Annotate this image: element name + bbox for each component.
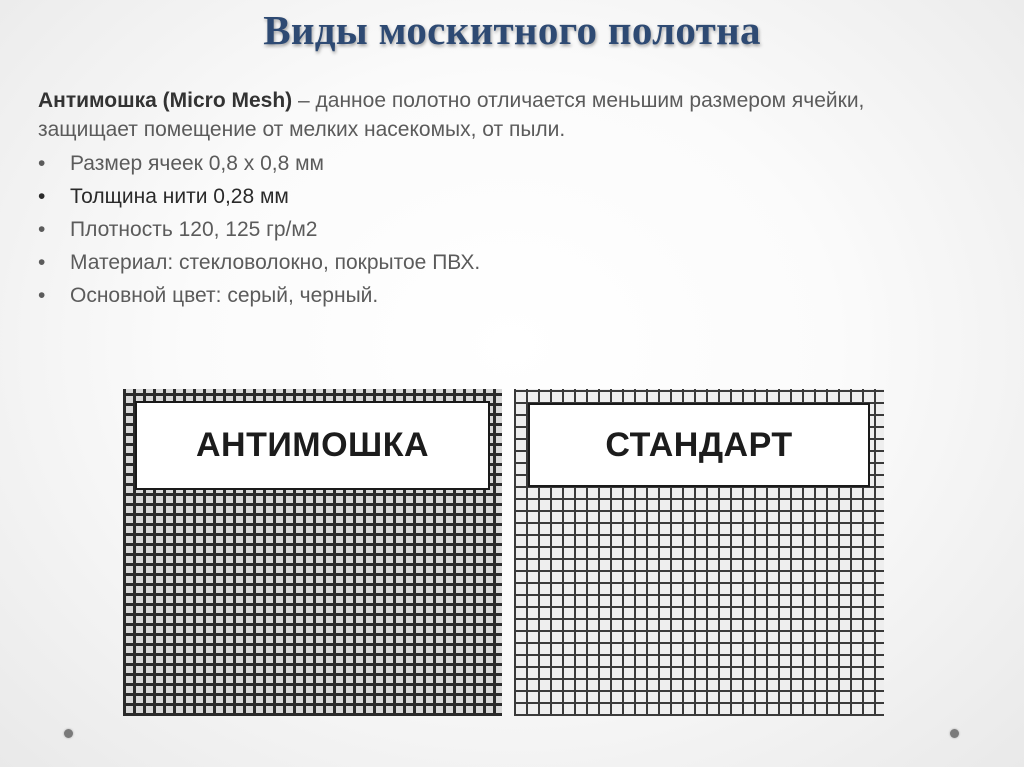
intro-paragraph [38,86,968,144]
standard-label: СТАНДАРТ [528,403,870,487]
slide-body [38,86,968,314]
spec-item-density [38,215,968,244]
bullet-icon: • [38,284,46,307]
spec-item-text: Основной цвет: серый, черный. [70,284,379,307]
spec-item-text: Материал: стекловолокно, покрытое ПВХ. [70,251,481,274]
antimoshka-label: АНТИМОШКА [135,401,490,490]
next-slide-dot-icon[interactable] [950,729,959,738]
spec-item-color [38,281,968,310]
antimoshka-mesh-image [123,389,502,716]
spec-item-text: Размер ячеек 0,8 х 0,8 мм [70,152,324,175]
bullet-icon: • [38,152,46,175]
spec-item-material [38,248,968,277]
spec-item-text: Плотность 120, 125 гр/м2 [70,218,318,241]
standard-mesh-image [514,389,884,716]
spec-item-thread [38,182,968,211]
spec-item-text: Толщина нити 0,28 мм [70,185,289,208]
spec-item-cell-size [38,149,968,178]
spec-list [38,149,968,310]
bullet-icon: • [38,251,46,274]
prev-slide-dot-icon[interactable] [64,729,73,738]
bullet-icon: • [38,185,46,208]
intro-description: – данное полотно отличается меньшим размером ячейки, защищает помещение от мелких насекомых, от пыли. [38,89,865,141]
bullet-icon: • [38,218,46,241]
slide-title: Виды москитного полотна [263,7,761,53]
intro-term: Антимошка (Micro Mesh) [38,89,293,112]
